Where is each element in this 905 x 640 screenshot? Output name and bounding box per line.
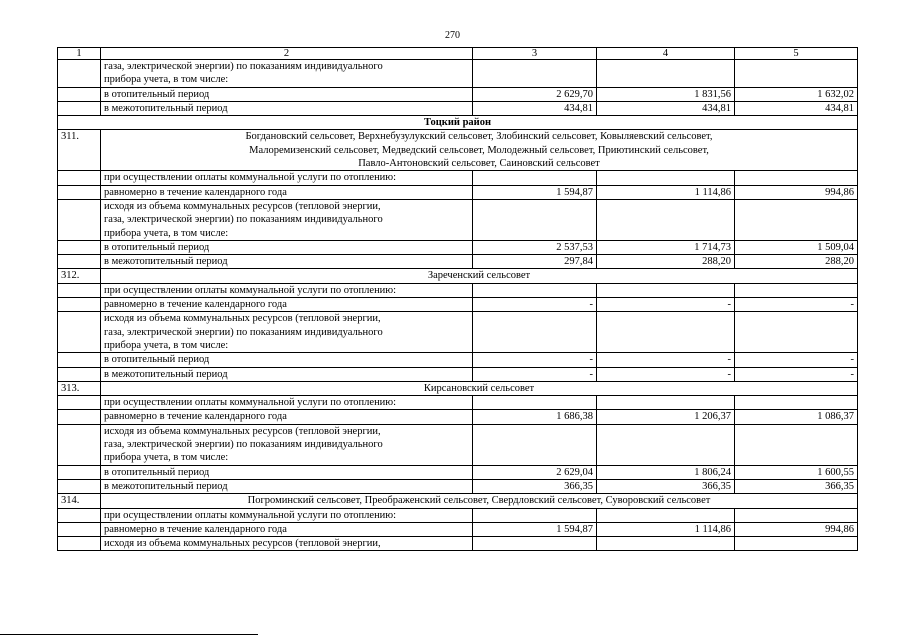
value-col3: 2 629,70 xyxy=(473,87,597,101)
row-label: при осуществлении оплаты коммунальной услуги по отоплению: xyxy=(101,283,473,297)
table-row xyxy=(58,312,858,353)
table-row xyxy=(58,396,858,410)
page-number: 270 xyxy=(445,30,460,41)
value-cell xyxy=(735,60,858,88)
column-header: 3 xyxy=(473,48,597,60)
row-label: в отопительный период xyxy=(101,240,473,254)
column-header: 2 xyxy=(101,48,473,60)
footnote-separator xyxy=(0,634,258,635)
region-row xyxy=(58,116,858,130)
table-row xyxy=(58,537,858,551)
value-col5: 366,35 xyxy=(735,479,858,493)
value-col4: 288,20 xyxy=(597,255,735,269)
table-row xyxy=(58,185,858,199)
value-col5: 1 600,55 xyxy=(735,465,858,479)
row-label: исходя из объема коммунальных ресурсов (тепловой энергии, газа, электрической энергии) по показаниям индивидуального прибора учета, в том числе: xyxy=(101,199,473,240)
row-label: при осуществлении оплаты коммунальной услуги по отоплению: xyxy=(101,396,473,410)
row-label: в межотопительный период xyxy=(101,255,473,269)
table-row xyxy=(58,171,858,185)
value-col4: 1 114,86 xyxy=(597,185,735,199)
table-row xyxy=(58,479,858,493)
table-row xyxy=(58,410,858,424)
row-label: равномерно в течение календарного года xyxy=(101,185,473,199)
section-header-row xyxy=(58,381,858,395)
value-col3: 1 686,38 xyxy=(473,410,597,424)
row-label: в межотопительный период xyxy=(101,367,473,381)
row-label: равномерно в течение календарного года xyxy=(101,410,473,424)
value-col4: - xyxy=(597,367,735,381)
value-col5: - xyxy=(735,298,858,312)
row-label: при осуществлении оплаты коммунальной услуги по отоплению: xyxy=(101,171,473,185)
table-row xyxy=(58,298,858,312)
value-col3: 297,84 xyxy=(473,255,597,269)
value-col3: - xyxy=(473,367,597,381)
value-col5: - xyxy=(735,367,858,381)
value-col5: 1 086,37 xyxy=(735,410,858,424)
table-row xyxy=(58,87,858,101)
row-label: в межотопительный период xyxy=(101,479,473,493)
value-cell xyxy=(473,60,597,88)
row-label: в отопительный период xyxy=(101,353,473,367)
column-header: 4 xyxy=(597,48,735,60)
table-row xyxy=(58,508,858,522)
value-col3: 2 629,04 xyxy=(473,465,597,479)
section-title: Зареченский сельсовет xyxy=(101,269,858,283)
column-header-row xyxy=(58,48,858,60)
value-col4: 1 806,24 xyxy=(597,465,735,479)
value-col4: - xyxy=(597,298,735,312)
value-col4: 1 714,73 xyxy=(597,240,735,254)
row-label: равномерно в течение календарного года xyxy=(101,298,473,312)
value-col3: - xyxy=(473,298,597,312)
section-number: 314. xyxy=(58,494,101,508)
value-col4: 366,35 xyxy=(597,479,735,493)
section-header-row xyxy=(58,130,858,171)
value-col3: 1 594,87 xyxy=(473,522,597,536)
row-number-cell xyxy=(58,60,101,88)
section-title: Погроминский сельсовет, Преображенский сельсовет, Свердловский сельсовет, Суворовский сельсовет xyxy=(101,494,858,508)
table-row xyxy=(58,522,858,536)
table-row xyxy=(58,199,858,240)
value-col5: 1 632,02 xyxy=(735,87,858,101)
value-col4: 1 831,56 xyxy=(597,87,735,101)
value-col5: 994,86 xyxy=(735,185,858,199)
value-col3: 366,35 xyxy=(473,479,597,493)
value-col5: - xyxy=(735,353,858,367)
row-label: равномерно в течение календарного года xyxy=(101,522,473,536)
table-row xyxy=(58,240,858,254)
value-cell xyxy=(597,60,735,88)
row-label: исходя из объема коммунальных ресурсов (тепловой энергии, газа, электрической энергии) по показаниям индивидуального прибора учета, в том числе: xyxy=(101,312,473,353)
table-row xyxy=(58,465,858,479)
column-header: 5 xyxy=(735,48,858,60)
value-col4: 434,81 xyxy=(597,101,735,115)
section-number: 313. xyxy=(58,381,101,395)
value-col5: 288,20 xyxy=(735,255,858,269)
table-row xyxy=(58,101,858,115)
row-label: исходя из объема коммунальных ресурсов (тепловой энергии, xyxy=(101,537,473,551)
row-label: в отопительный период xyxy=(101,87,473,101)
row-label: исходя из объема коммунальных ресурсов (тепловой энергии, газа, электрической энергии) по показаниям индивидуального прибора учета, в том числе: xyxy=(101,424,473,465)
table-row xyxy=(58,255,858,269)
row-label: при осуществлении оплаты коммунальной услуги по отоплению: xyxy=(101,508,473,522)
table-row xyxy=(58,367,858,381)
row-label: в межотопительный период xyxy=(101,101,473,115)
value-col3: 1 594,87 xyxy=(473,185,597,199)
value-col5: 994,86 xyxy=(735,522,858,536)
section-number: 311. xyxy=(58,130,101,171)
table-row xyxy=(58,424,858,465)
value-col3: - xyxy=(473,353,597,367)
column-header: 1 xyxy=(58,48,101,60)
section-title: Богдановский сельсовет, Верхнебузулукский сельсовет, Злобинский сельсовет, Ковыляевский сельсовет, Малоремизенский сельсовет, Медведский сельсовет, Молодежный сельсовет, Приютинский сельсовет, Павло-Антоновский сельсовет, Саиновский сельсовет xyxy=(101,130,858,171)
value-col4: - xyxy=(597,353,735,367)
tariff-table xyxy=(57,47,858,551)
section-header-row xyxy=(58,494,858,508)
value-col4: 1 114,86 xyxy=(597,522,735,536)
row-label: газа, электрической энергии) по показаниям индивидуального прибора учета, в том числе: xyxy=(101,60,473,88)
section-header-row xyxy=(58,269,858,283)
value-col5: 1 509,04 xyxy=(735,240,858,254)
section-number: 312. xyxy=(58,269,101,283)
section-title: Кирсановский сельсовет xyxy=(101,381,858,395)
region-title: Тоцкий район xyxy=(58,116,858,130)
value-col3: 2 537,53 xyxy=(473,240,597,254)
row-label: в отопительный период xyxy=(101,465,473,479)
table-row xyxy=(58,60,858,88)
value-col4: 1 206,37 xyxy=(597,410,735,424)
table-row xyxy=(58,353,858,367)
value-col5: 434,81 xyxy=(735,101,858,115)
value-col3: 434,81 xyxy=(473,101,597,115)
table-row xyxy=(58,283,858,297)
